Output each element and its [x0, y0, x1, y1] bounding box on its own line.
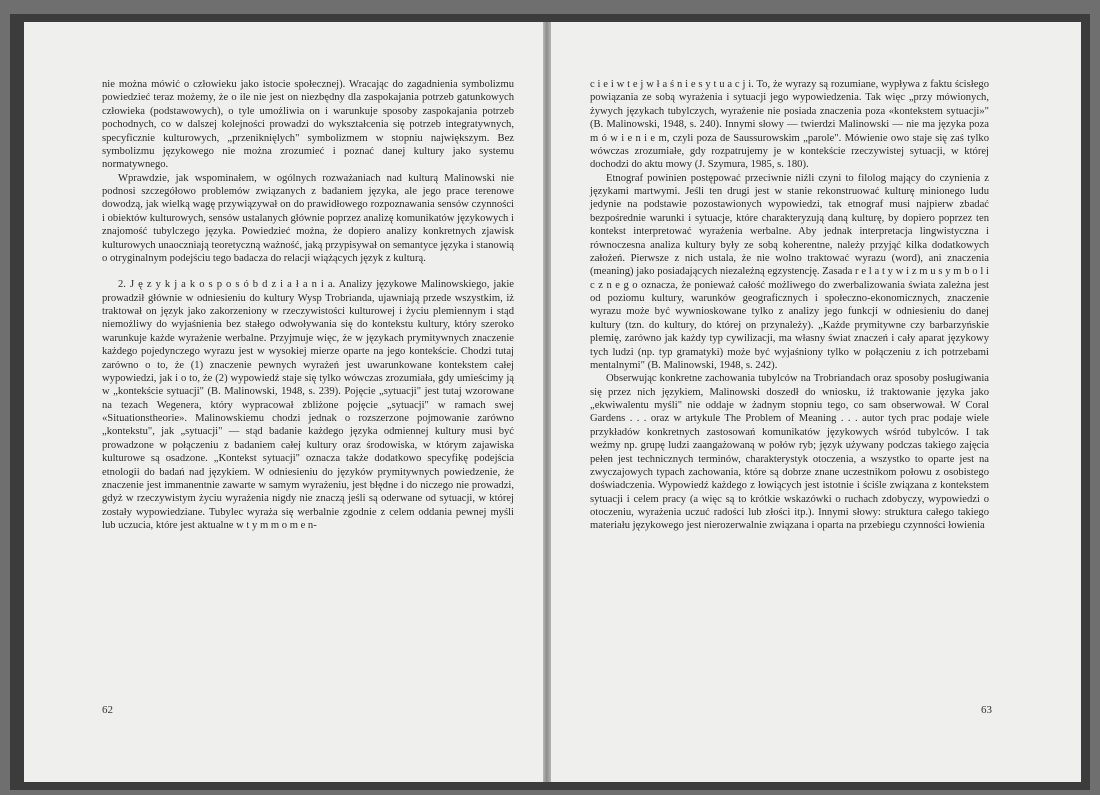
right-page [551, 22, 1081, 782]
left-paragraph-2: Wprawdzie, jak wspominałem, w ogólnych rozważaniach nad kulturą Malinowski nie podnosi szczegółowo problemów związanych z badaniem języka, ale jego prace terenowe dowodzą, jak wielką wagę przywiązywał on do prawidłowego rozpoznawania sensów czynności i obiektów kulturowych, sensów ustalanych głównie poprzez analizę komunikatów językowych i znajomość tubylczego języka. Powiedzieć można, że dopiero analizy konkretnych zjawisk kulturowych unaoczniają teoretyczną ważność, jaką przypisywał on semantyce języka i stanowią o otryginalnym podejściu tego badacza do relacji wiążących język z kulturą. [102, 172, 514, 264]
left-page [24, 22, 543, 782]
right-paragraph-2: Etnograf powinien postępować przeciwnie niźli czyni to filolog mający do czynienia z językami martwymi. Jeśli ten drugi jest w stanie rekonstruować kulturę minionego ludu jedynie na podstawie pozostawionych wypowiedzi, tak etnograf musi najpierw zbadać bezpośrednie warunki i sytuacje, które charakteryzują daną kulturę, by dopiero poprzez ten kontekst interpretować wyrażenia werbalne. Aby jednak interpretacja lingwistyczna i równoczesna analiza kultury były ze sobą koherentne, należy przyjąć kilka dodatkowych założeń. Pierwsze z nich ustala, że nie wolno traktować wyrazu (word), ani znaczenia (meaning) jako posiadających niezależną egzystencję. Zasada r e l a t y w i z m u s y m b o l i c z n e g o oznacza, że ponieważ całość możliwego do zwerbalizowania świata zależna jest od poziomu kultury, warunków geograficznych i społeczno-ekonomicznych, znaczenie wyrazu może być wywnioskowane tylko z analizy jego funkcji w odniesieniu do danej kultury (tzn. do kultury, do której on przynależy). „Każde prymitywne czy barbarzyńskie plemię, zarówno jak każdy typ cywilizacji, ma własny świat znaczeń i cały aparat językowy tych ludzi (np. typ gramatyki) może być wyjaśniony tylko w połączeniu z ich potrzebami mentalnymi" (B. Malinowski, 1948, s. 242). [590, 172, 989, 371]
page-number-right: 63 [981, 704, 992, 716]
right-paragraph-3: Obserwując konkretne zachowania tubylców na Trobriandach oraz sposoby posługiwania się przez nich językiem, Malinowski doszedł do wniosku, iż traktowanie języka jako „ekwiwalentu myśli" nie oddaje w żadnym stopniu tego, co sam obserwował. W Coral Gardens . . . oraz w artykule The Problem of Meaning . . . autor tych prac podaje wiele przykładów konkretnych zastosowań komunikatów językowych wśród tubylców. I tak weźmy np. grupę ludzi zaangażowaną w połów ryb; język używany podczas takiego zajęcia pełen jest technicznych terminów, charakterystyk otoczenia, a wszystko to oparte jest na zwyczajowych typach zachowania, które są dobrze znane uczestnikom połowu z osobistego doświadczenia. Wypowiedź każdego z łowiących jest istotnie i ściśle związana z kontekstem sytuacji i celem pracy (a więc są to krótkie wskazówki o ruchach zdobyczy, wypowiedzi o otoczeniu, wyrażenia uczuć radości lub złości itp.). Innymi słowy: struktura całego takiego materiału językowego jest nierozerwalnie związana i oparta na przebiegu czynności łowienia [590, 373, 989, 532]
left-paragraph-1: nie można mówić o człowieku jako istocie społecznej). Wracając do zagadnienia symbolizmu powiedzieć teraz możemy, że o ile nie jest on niezbędny dla zaspokajania potrzeb gatunkowych człowieka (podstawowych), o tyle umożliwia on i warunkuje sposoby zaspokajania potrzeb pochodnych, co w dalszej kolejności prowadzi do wykształcenia się potrzeb integratywnych, specyficznie kulturowych, „przeniknięlych" symbolizmem w stopniu największym. Bez symbolizmu językowego nie można zrozumieć i poznać danej kultury jako systemu normatywnego. [102, 79, 514, 171]
book-gutter [543, 22, 551, 782]
right-page-text [590, 78, 989, 533]
page-number-left: 62 [102, 704, 113, 716]
left-paragraph-3: 2. J ę z y k j a k o s p o s ó b d z i a ł a n i a. Analizy językowe Malinowskiego, jakie prowadził głównie w odniesieniu do kultury Wysp Trobrianda, ujawniają przede wszystkim, iż traktował on język jako zakorzeniony w rzeczywistości kulturowej i życiu plemiennym i stąd niemożliwy do wyjaśnienia bez stałego odwoływania się do kontekstu kultury, który szeroko warunkuje każde wyrażenie werbalne. Przyjmuje więc, że w językach prymitywnych znaczenie każdego pojedynczego wyrazu jest w wysokiej mierze oparte na jego kontekście. Chodzi tutaj zarówno o to, że (1) znaczenie pewnych wyrażeń jest uwarunkowane kontekstem całej wypowiedzi, jak i o to, że (2) wypowiedź staje się tylko wówczas zrozumiała, gdy umieścimy ją w „kontekście sytuacji" (B. Malinowski, 1948, s. 239). Pojęcie „sytuacji" jest tutaj wzorowane na tezach Wegenera, który wypracował zbliżone pojęcie „sytuacji" w ramach swej «Situationstheorie». Malinowskiemu chodzi jednak o rozszerzone pojmowanie zarówno „kontekstu", jak „sytuacji" — stąd badanie każdego języka odmiennej kultury musi być prowadzone w połączeniu z badaniem całej kultury oraz środowiska, w którym zajawiska kulturowe są osadzone. „Kontekst sytuacji" oznacza także dodatkowo specyfikę podejścia etnologii do badań nad językiem. W odniesieniu do języków prymitywnych powiedzenie, że znaczenie jest immanentnie zawarte w samym wyrażeniu, jest błędne i do niczego nie prowadzi, gdyż w rzeczywistym życiu wyrażenia nigdy nie znaczą jeśli są oderwane od sytuacji, w której zostały wypowiedziane. Tubylec wyraża się werbalnie zgodnie z celem oddania pewnej myśli lub uczucia, które jest aktualne w t y m m o m e n- [102, 279, 514, 531]
left-page-text [102, 78, 514, 532]
right-paragraph-1: c i e i w t e j w ł a ś n i e s y t u a c j i. To, że wyrazy są rozumiane, wypływa z faktu ścisłego powiązania ze sobą wyrażenia i sytuacji jego wypowiedzenia. Tak więc „przy mówionych, żywych językach tubylczych, wyrażenie nie posiada znaczenia poza «kontekstem sytuacji»" (B. Malinowski, 1948, s. 240). Innymi słowy — twierdzi Malinowski — nie ma języka poza m ó w i e n i e m, czyli poza de Saussurowskim „parole". Mówienie owo staje się zaś tylko wówczas zrozumiałe, gdy rozpatrujemy je w kontekście rzeczywistej sytuacji, w której dochodzi do aktu mowy (J. Szymura, 1985, s. 180). [590, 79, 989, 171]
